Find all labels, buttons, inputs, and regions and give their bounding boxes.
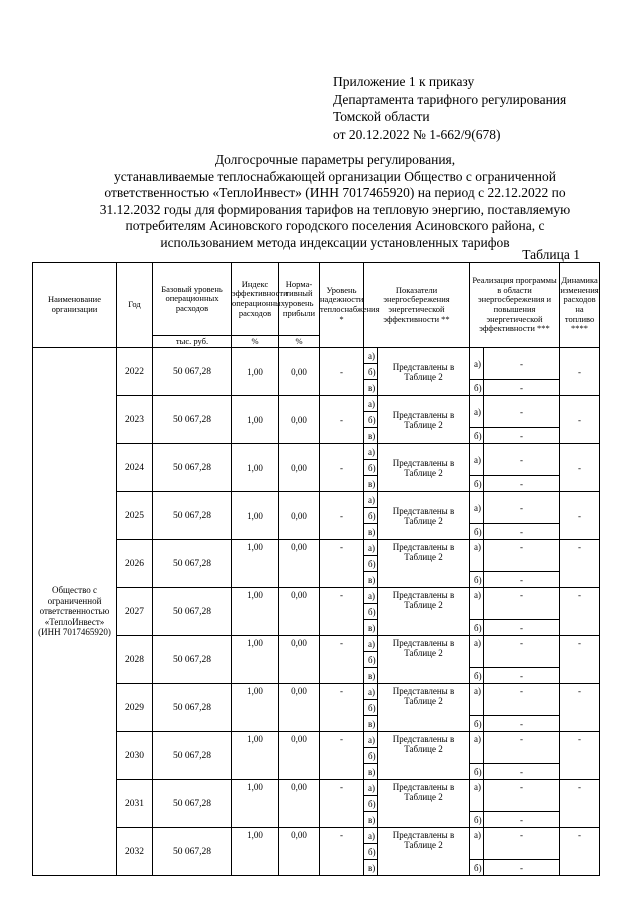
energy-label-a: а) xyxy=(364,636,378,652)
program-value-a: - xyxy=(484,492,560,524)
header-fuel: Динамика изменения расходов на топливо **** xyxy=(560,263,600,348)
program-label-b: б) xyxy=(470,524,484,540)
reliability-cell: - xyxy=(320,828,364,876)
program-value-b: - xyxy=(484,764,560,780)
year-cell: 2030 xyxy=(117,732,153,780)
reliability-cell: - xyxy=(320,684,364,732)
unit-index: % xyxy=(232,336,279,348)
index-cell: 1,00 xyxy=(232,780,279,828)
year-cell: 2031 xyxy=(117,780,153,828)
unit-profit: % xyxy=(279,336,320,348)
energy-cell: Представлены в Таблице 2 xyxy=(378,636,470,684)
base-cost-cell: 50 067,28 xyxy=(153,396,232,444)
title-line: устанавливаемые теплоснабжающей организации Общество с ограниченной xyxy=(114,168,556,184)
energy-label-c: в) xyxy=(364,812,378,828)
energy-label-c: в) xyxy=(364,764,378,780)
energy-label-a: а) xyxy=(364,348,378,364)
base-cost-cell: 50 067,28 xyxy=(153,732,232,780)
document-title xyxy=(70,152,600,252)
fuel-cell: - xyxy=(560,828,600,876)
title-line: 31.12.2032 годы для формирования тарифов на тепловую энергию, поставляемую xyxy=(99,201,571,217)
reliability-cell: - xyxy=(320,636,364,684)
table-caption: Таблица 1 xyxy=(522,247,580,262)
program-value-b: - xyxy=(484,860,560,876)
table-row xyxy=(33,588,600,604)
energy-cell: Представлены в Таблице 2 xyxy=(378,732,470,780)
year-cell: 2028 xyxy=(117,636,153,684)
energy-cell: Представлены в Таблице 2 xyxy=(378,492,470,540)
appendix-line: Приложение 1 к приказу xyxy=(333,74,475,89)
energy-cell: Представлены в Таблице 2 xyxy=(378,588,470,636)
energy-label-c: в) xyxy=(364,476,378,492)
index-cell: 1,00 xyxy=(232,636,279,684)
program-label-b: б) xyxy=(470,428,484,444)
program-value-a: - xyxy=(484,444,560,476)
program-label-a: а) xyxy=(470,828,484,860)
energy-label-a: а) xyxy=(364,540,378,556)
base-cost-cell: 50 067,28 xyxy=(153,780,232,828)
program-value-a: - xyxy=(484,540,560,572)
energy-cell: Представлены в Таблице 2 xyxy=(378,684,470,732)
profit-cell: 0,00 xyxy=(279,732,320,780)
program-value-b: - xyxy=(484,476,560,492)
table-row xyxy=(33,396,600,412)
year-cell: 2025 xyxy=(117,492,153,540)
program-label-b: б) xyxy=(470,764,484,780)
program-label-a: а) xyxy=(470,492,484,524)
header-org: Наименование организации xyxy=(33,263,117,348)
profit-cell: 0,00 xyxy=(279,492,320,540)
fuel-cell: - xyxy=(560,444,600,492)
reliability-cell: - xyxy=(320,444,364,492)
profit-cell: 0,00 xyxy=(279,396,320,444)
title-line: потребителям Асиновского городского поселения Асиновского района, с xyxy=(125,218,545,234)
energy-label-a: а) xyxy=(364,780,378,796)
reliability-cell: - xyxy=(320,780,364,828)
profit-cell: 0,00 xyxy=(279,540,320,588)
energy-label-b: б) xyxy=(364,556,378,572)
energy-label-a: а) xyxy=(364,396,378,412)
energy-cell: Представлены в Таблице 2 xyxy=(378,540,470,588)
reliability-cell: - xyxy=(320,588,364,636)
program-label-a: а) xyxy=(470,396,484,428)
index-cell: 1,00 xyxy=(232,828,279,876)
energy-cell: Представлены в Таблице 2 xyxy=(378,396,470,444)
header-program: Реализация программы в области энергосбережения и повышения энергетической эффективности *** xyxy=(470,263,560,348)
fuel-cell: - xyxy=(560,780,600,828)
index-cell: 1,00 xyxy=(232,396,279,444)
base-cost-cell: 50 067,28 xyxy=(153,444,232,492)
program-value-a: - xyxy=(484,684,560,716)
program-label-a: а) xyxy=(470,348,484,380)
index-cell: 1,00 xyxy=(232,684,279,732)
energy-label-b: б) xyxy=(364,604,378,620)
energy-label-c: в) xyxy=(364,428,378,444)
fuel-cell: - xyxy=(560,396,600,444)
energy-label-c: в) xyxy=(364,620,378,636)
energy-cell: Представлены в Таблице 2 xyxy=(378,780,470,828)
profit-cell: 0,00 xyxy=(279,444,320,492)
energy-label-c: в) xyxy=(364,668,378,684)
program-label-b: б) xyxy=(470,572,484,588)
appendix-line: Томской области xyxy=(333,109,430,124)
energy-label-c: в) xyxy=(364,716,378,732)
header-base: Базовый уровень операционных расходов xyxy=(153,263,232,336)
table-row xyxy=(33,348,600,364)
table-row xyxy=(33,636,600,652)
appendix-block xyxy=(333,73,566,143)
energy-label-b: б) xyxy=(364,460,378,476)
base-cost-cell: 50 067,28 xyxy=(153,684,232,732)
energy-label-b: б) xyxy=(364,844,378,860)
year-cell: 2029 xyxy=(117,684,153,732)
energy-label-c: в) xyxy=(364,380,378,396)
program-value-b: - xyxy=(484,524,560,540)
energy-label-a: а) xyxy=(364,588,378,604)
program-label-b: б) xyxy=(470,716,484,732)
energy-label-b: б) xyxy=(364,508,378,524)
program-label-a: а) xyxy=(470,684,484,716)
profit-cell: 0,00 xyxy=(279,636,320,684)
title-line: использованием метода индексации установленных тарифов xyxy=(160,234,510,250)
reliability-cell: - xyxy=(320,348,364,396)
base-cost-cell: 50 067,28 xyxy=(153,636,232,684)
index-cell: 1,00 xyxy=(232,588,279,636)
table-row xyxy=(33,540,600,556)
program-value-b: - xyxy=(484,428,560,444)
header-year: Год xyxy=(117,263,153,348)
energy-cell: Представлены в Таблице 2 xyxy=(378,444,470,492)
program-value-a: - xyxy=(484,732,560,764)
year-cell: 2026 xyxy=(117,540,153,588)
reliability-cell: - xyxy=(320,492,364,540)
program-label-a: а) xyxy=(470,780,484,812)
energy-label-b: б) xyxy=(364,364,378,380)
year-cell: 2027 xyxy=(117,588,153,636)
parameters-table xyxy=(32,262,600,876)
table-row xyxy=(33,828,600,844)
energy-label-c: в) xyxy=(364,860,378,876)
year-cell: 2023 xyxy=(117,396,153,444)
base-cost-cell: 50 067,28 xyxy=(153,348,232,396)
profit-cell: 0,00 xyxy=(279,348,320,396)
program-label-a: а) xyxy=(470,588,484,620)
index-cell: 1,00 xyxy=(232,540,279,588)
fuel-cell: - xyxy=(560,540,600,588)
program-label-a: а) xyxy=(470,636,484,668)
header-profit: Норма-тивный уровень прибыли xyxy=(279,263,320,336)
year-cell: 2024 xyxy=(117,444,153,492)
profit-cell: 0,00 xyxy=(279,828,320,876)
program-value-a: - xyxy=(484,588,560,620)
header-reliability: Уровень надежности теплоснабжения * xyxy=(320,263,364,348)
table-row xyxy=(33,780,600,796)
program-value-b: - xyxy=(484,380,560,396)
index-cell: 1,00 xyxy=(232,348,279,396)
program-label-a: а) xyxy=(470,540,484,572)
program-value-a: - xyxy=(484,348,560,380)
program-label-b: б) xyxy=(470,620,484,636)
reliability-cell: - xyxy=(320,396,364,444)
program-value-a: - xyxy=(484,396,560,428)
index-cell: 1,00 xyxy=(232,492,279,540)
fuel-cell: - xyxy=(560,348,600,396)
program-value-b: - xyxy=(484,620,560,636)
unit-base: тыс. руб. xyxy=(153,336,232,348)
year-cell: 2022 xyxy=(117,348,153,396)
header-index: Индекс эффективности операционных расходов xyxy=(232,263,279,336)
program-label-a: а) xyxy=(470,444,484,476)
reliability-cell: - xyxy=(320,540,364,588)
program-label-b: б) xyxy=(470,380,484,396)
program-label-b: б) xyxy=(470,812,484,828)
index-cell: 1,00 xyxy=(232,732,279,780)
program-value-b: - xyxy=(484,572,560,588)
energy-label-a: а) xyxy=(364,732,378,748)
program-value-a: - xyxy=(484,780,560,812)
table-row xyxy=(33,492,600,508)
energy-cell: Представлены в Таблице 2 xyxy=(378,828,470,876)
energy-label-a: а) xyxy=(364,444,378,460)
energy-label-b: б) xyxy=(364,652,378,668)
program-label-b: б) xyxy=(470,860,484,876)
table-row xyxy=(33,684,600,700)
fuel-cell: - xyxy=(560,732,600,780)
table-row xyxy=(33,732,600,748)
program-label-b: б) xyxy=(470,668,484,684)
title-line: Долгосрочные параметры регулирования, xyxy=(214,152,456,167)
profit-cell: 0,00 xyxy=(279,780,320,828)
org-name: Общество с ограниченной ответственностью «ТеплоИнвест» (ИНН 7017465920) xyxy=(33,348,117,876)
base-cost-cell: 50 067,28 xyxy=(153,588,232,636)
profit-cell: 0,00 xyxy=(279,684,320,732)
base-cost-cell: 50 067,28 xyxy=(153,492,232,540)
energy-label-b: б) xyxy=(364,796,378,812)
fuel-cell: - xyxy=(560,684,600,732)
energy-label-a: а) xyxy=(364,492,378,508)
year-cell: 2032 xyxy=(117,828,153,876)
appendix-line: Департамента тарифного регулирования xyxy=(333,91,567,107)
energy-label-b: б) xyxy=(364,412,378,428)
fuel-cell: - xyxy=(560,492,600,540)
program-value-a: - xyxy=(484,636,560,668)
energy-label-b: б) xyxy=(364,748,378,764)
index-cell: 1,00 xyxy=(232,444,279,492)
reliability-cell: - xyxy=(320,732,364,780)
title-line: ответственностью «ТеплоИнвест» (ИНН 7017465920) на период с 22.12.2022 по xyxy=(104,185,566,201)
program-value-b: - xyxy=(484,716,560,732)
table-body xyxy=(33,348,600,876)
fuel-cell: - xyxy=(560,588,600,636)
program-label-a: а) xyxy=(470,732,484,764)
fuel-cell: - xyxy=(560,636,600,684)
table-row xyxy=(33,444,600,460)
profit-cell: 0,00 xyxy=(279,588,320,636)
program-value-a: - xyxy=(484,828,560,860)
energy-label-b: б) xyxy=(364,700,378,716)
energy-cell: Представлены в Таблице 2 xyxy=(378,348,470,396)
energy-label-a: а) xyxy=(364,684,378,700)
base-cost-cell: 50 067,28 xyxy=(153,540,232,588)
appendix-line: от 20.12.2022 № 1-662/9(678) xyxy=(333,126,501,142)
energy-label-a: а) xyxy=(364,828,378,844)
program-value-b: - xyxy=(484,668,560,684)
base-cost-cell: 50 067,28 xyxy=(153,828,232,876)
energy-label-c: в) xyxy=(364,572,378,588)
program-label-b: б) xyxy=(470,476,484,492)
header-energy: Показатели энергосбережения энергетической эффективности ** xyxy=(364,263,470,348)
energy-label-c: в) xyxy=(364,524,378,540)
program-value-b: - xyxy=(484,812,560,828)
